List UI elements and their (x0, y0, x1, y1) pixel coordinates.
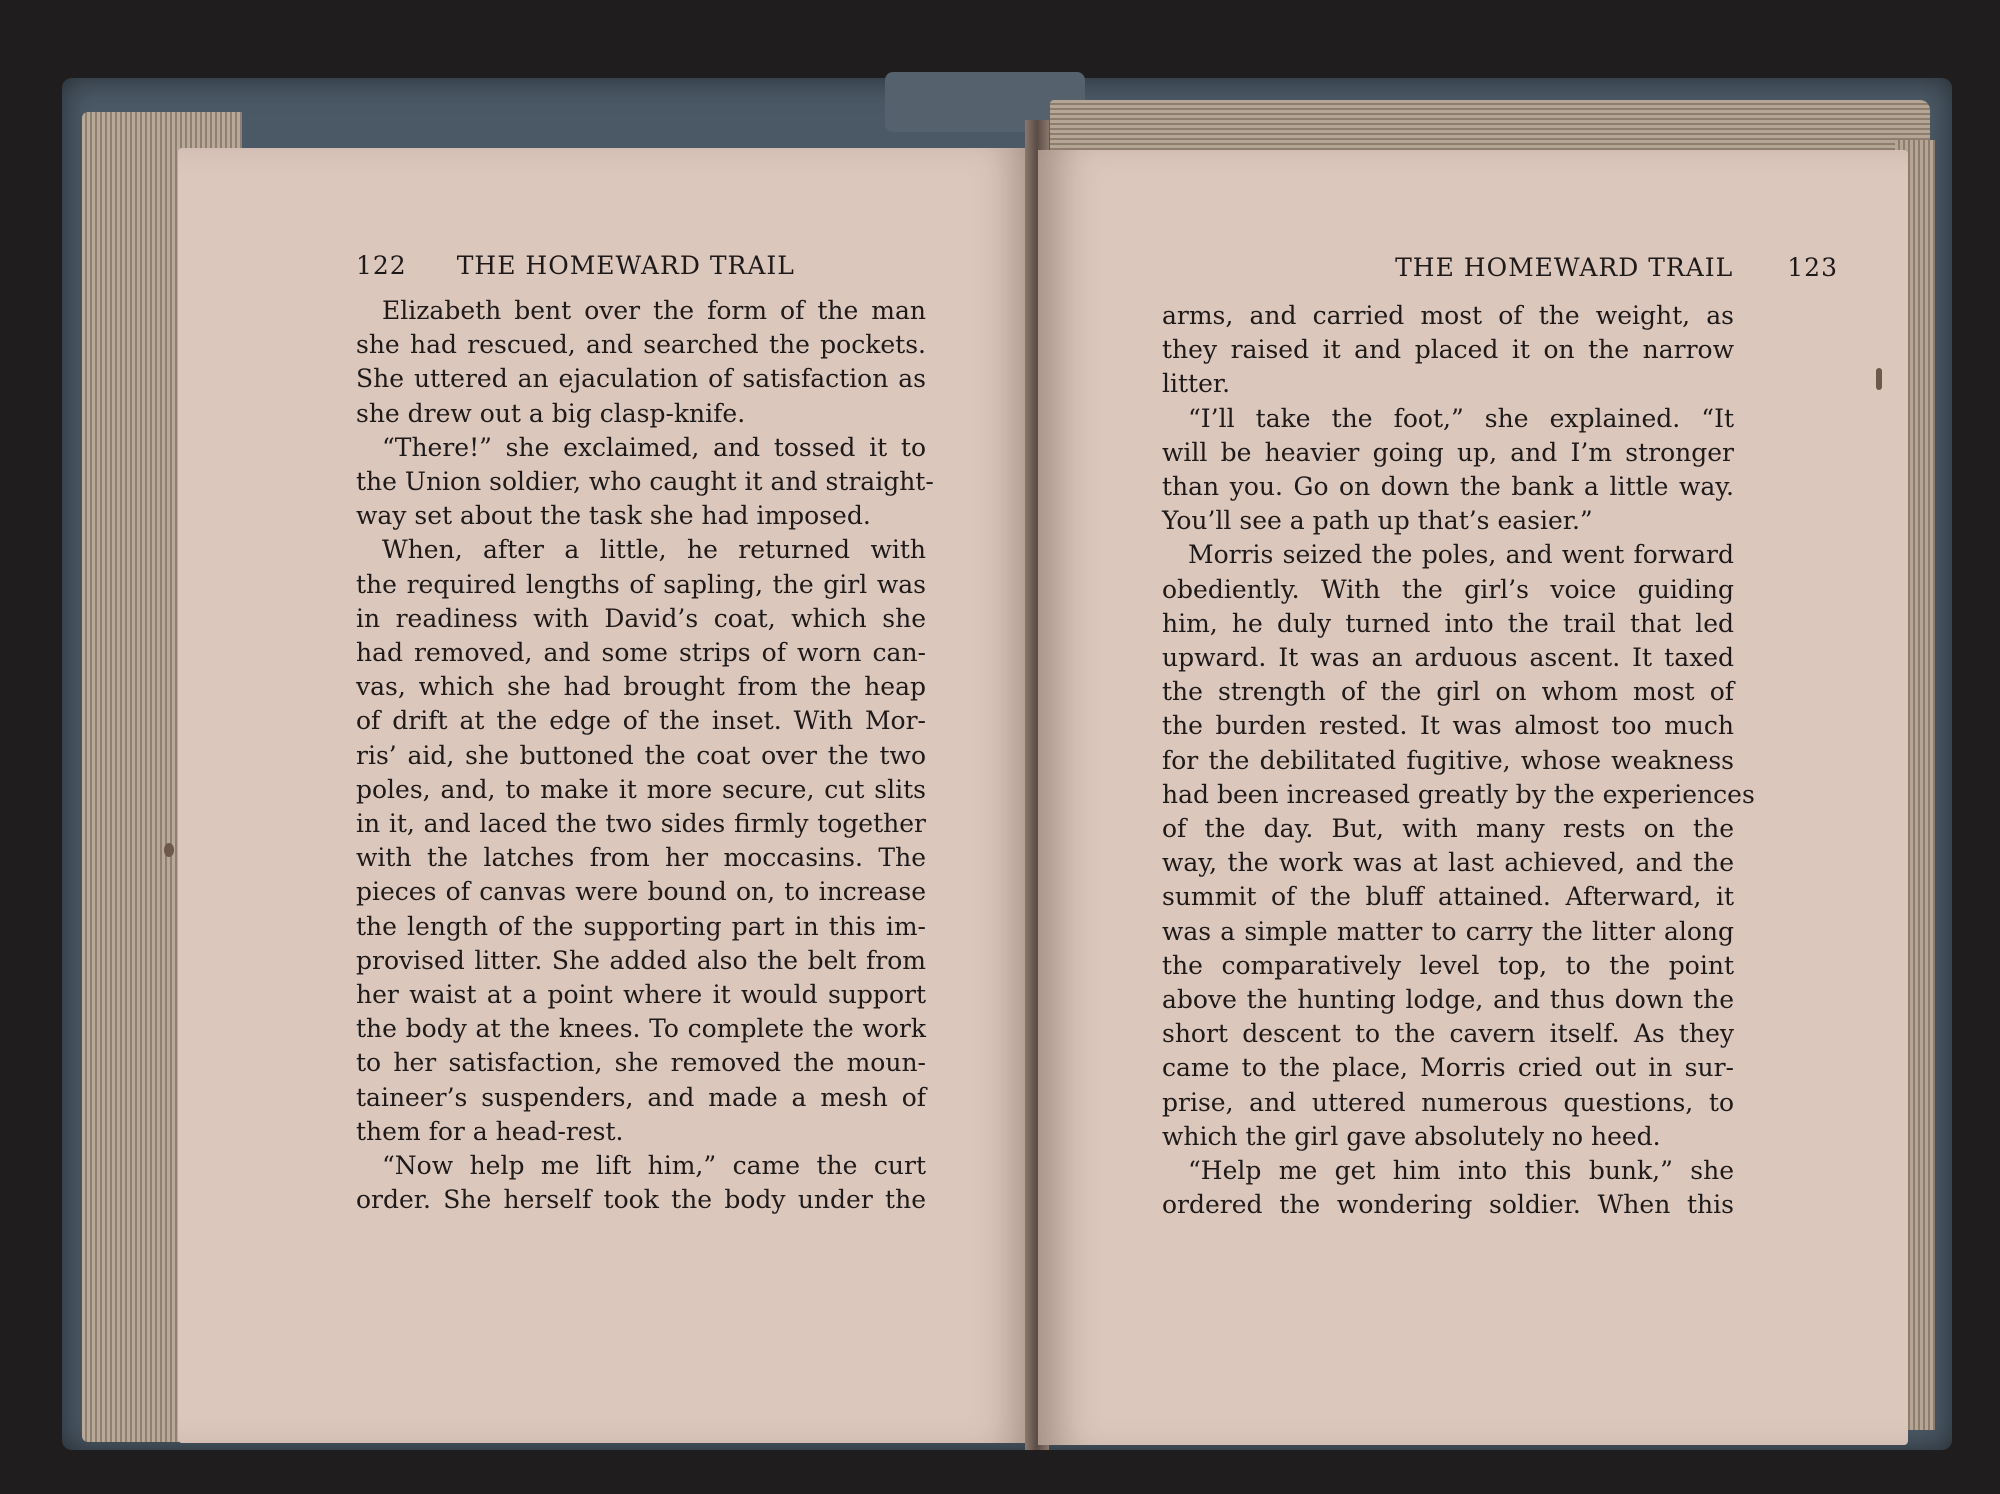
text-line: the required lengths of sapling, the girl was (356, 569, 926, 599)
text-line: in readiness with David’s coat, which she (356, 603, 926, 633)
text-line: in it, and laced the two sides firmly together (356, 809, 926, 839)
text-line: pieces of canvas were bound on, to increase (356, 877, 926, 907)
left-page (178, 148, 1035, 1443)
text-line: her waist at a point where it would support (356, 980, 926, 1010)
text-line: way set about the task she had imposed. (356, 501, 871, 531)
running-head: THE HOMEWARD TRAIL (456, 251, 795, 280)
paper-stain (164, 843, 174, 857)
text-line: ordered the wondering soldier. When this (1162, 1190, 1734, 1220)
text-line: had removed, and some strips of worn can- (356, 638, 926, 668)
text-line: she drew out a big clasp-knife. (356, 398, 746, 428)
text-line: which the girl gave absolutely no heed. (1162, 1121, 1661, 1151)
text-line: When, after a little, he returned with (382, 535, 926, 565)
text-line: the Union soldier, who caught it and straight- (356, 467, 934, 497)
text-line: way, the work was at last achieved, and the (1162, 848, 1734, 878)
text-line: the burden rested. It was almost too much (1162, 711, 1734, 741)
text-line: ris’ aid, she buttoned the coat over the two (356, 740, 926, 770)
text-line: “I’ll take the foot,” she explained. “It (1188, 403, 1734, 433)
text-line: the comparatively level top, to the point (1162, 950, 1734, 980)
text-line: Morris seized the poles, and went forward (1188, 540, 1734, 570)
text-line: they raised it and placed it on the narrow (1162, 335, 1734, 365)
text-line: the length of the supporting part in this im- (356, 911, 926, 941)
text-line: prise, and uttered numerous questions, to (1162, 1087, 1734, 1117)
text-line: than you. Go on down the bank a little way. (1162, 472, 1734, 502)
text-line: for the debilitated fugitive, whose weakness (1162, 745, 1734, 775)
text-line: Elizabeth bent over the form of the man (382, 296, 926, 325)
text-line: litter. (1162, 369, 1231, 399)
text-line: them for a head-rest. (356, 1116, 624, 1146)
right-page-text (1162, 299, 1755, 1222)
page-number: 122 (356, 251, 407, 280)
text-line: She uttered an ejaculation of satisfaction as (356, 364, 926, 394)
text-line: with the latches from her moccasins. The (356, 843, 926, 873)
text-line: above the hunting lodge, and thus down the (1162, 985, 1734, 1015)
left-page-header (356, 251, 795, 280)
text-line: summit of the bluff attained. Afterward, it (1162, 882, 1734, 912)
right-page-header (1395, 253, 1838, 282)
text-line: “There!” she exclaimed, and tossed it to (382, 432, 926, 462)
text-line: order. She herself took the body under the (356, 1185, 926, 1215)
text-line: had been increased greatly by the experiences (1162, 779, 1755, 809)
text-line: him, he duly turned into the trail that led (1162, 608, 1734, 638)
running-head: THE HOMEWARD TRAIL (1395, 253, 1734, 282)
text-line: poles, and, to make it more secure, cut slits (356, 774, 926, 804)
text-line: obediently. With the girl’s voice guiding (1162, 574, 1734, 604)
text-line: You’ll see a path up that’s easier.” (1162, 506, 1593, 536)
text-line: short descent to the cavern itself. As they (1162, 1019, 1734, 1049)
text-line: the body at the knees. To complete the work (356, 1014, 926, 1044)
text-line: “Help me get him into this bunk,” she (1188, 1156, 1734, 1186)
text-line: of drift at the edge of the inset. With Mor- (356, 706, 926, 736)
text-line: the strength of the girl on whom most of (1162, 677, 1734, 707)
page-number: 123 (1787, 253, 1838, 282)
text-line: she had rescued, and searched the pockets. (356, 330, 926, 360)
text-line: of the day. But, with many rests on the (1162, 814, 1734, 844)
text-line: provised litter. She added also the belt from (356, 945, 926, 975)
text-line: will be heavier going up, and I’m stronger (1162, 437, 1734, 467)
text-line: taineer’s suspenders, and made a mesh of (356, 1082, 926, 1112)
text-line: to her satisfaction, she removed the moun- (356, 1048, 926, 1078)
text-line: “Now help me lift him,” came the curt (382, 1151, 926, 1181)
text-line: arms, and carried most of the weight, as (1162, 301, 1734, 330)
right-page (1038, 150, 1908, 1445)
text-line: was a simple matter to carry the litter along (1162, 916, 1734, 946)
text-line: vas, which she had brought from the heap (356, 672, 926, 702)
paper-stain (1876, 368, 1882, 390)
text-line: upward. It was an arduous ascent. It taxed (1162, 643, 1734, 673)
text-line: came to the place, Morris cried out in sur- (1162, 1053, 1734, 1083)
left-page-text (356, 294, 934, 1217)
